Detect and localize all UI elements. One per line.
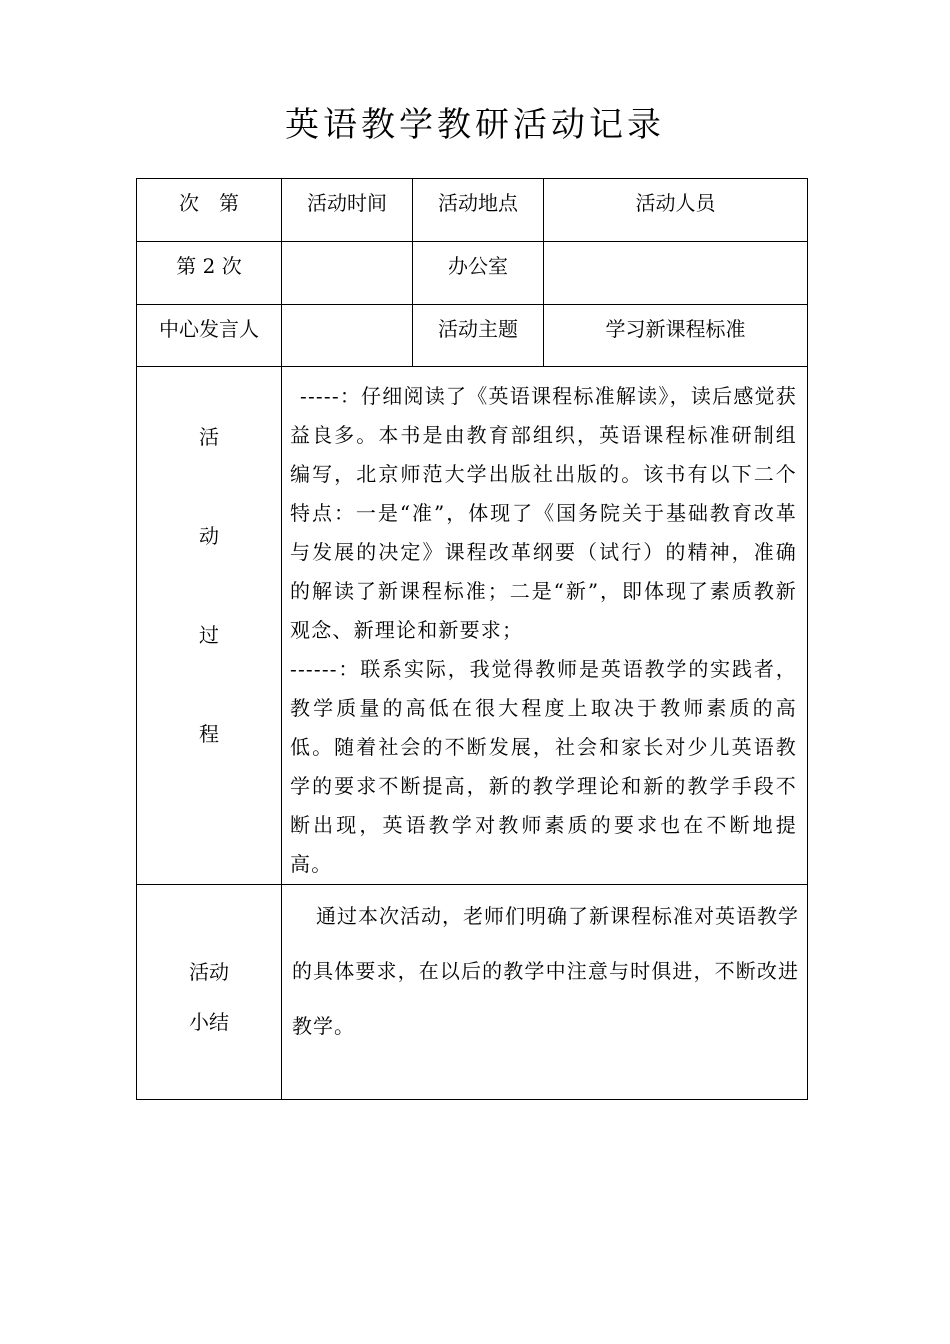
- header-row: [137, 179, 808, 242]
- summary-content: [282, 885, 808, 1100]
- process-content: [282, 367, 808, 885]
- time-value: [282, 242, 413, 305]
- session-value: 第 2 次: [137, 242, 282, 305]
- page-title: 英语教学教研活动记录: [285, 105, 665, 145]
- process-label-char: 过: [199, 623, 219, 647]
- process-label-char: 动: [199, 524, 219, 548]
- header-people: 活动人员: [544, 179, 808, 242]
- theme-value: 学习新课程标准: [544, 305, 808, 367]
- theme-label: 活动主题: [413, 305, 544, 367]
- people-value: [544, 242, 808, 305]
- header-session: 次 第: [137, 179, 282, 242]
- process-label: [137, 367, 282, 885]
- summary-label-line-2: 小结: [189, 1010, 229, 1034]
- header-time: 活动时间: [282, 179, 413, 242]
- process-label-char: 程: [199, 722, 219, 746]
- speaker-value: [282, 305, 413, 367]
- summary-row: [137, 885, 808, 1100]
- process-paragraph-1: -----：仔细阅读了《英语课程标准解读》，读后感觉获益良多。本书是由教育部组织，英语课程标准研制组编写，北京师范大学出版社出版的。该书有以下二个特点：一是“准”，体现了《国务院关于基础教育改革与发展的决定》课程改革纲要（试行）的精神，准确的解读了新课程标准；二是“新”，即体现了素质教新观念、新理论和新要求；: [290, 384, 797, 642]
- header-location: 活动地点: [413, 179, 544, 242]
- process-label-char: 活: [199, 425, 219, 449]
- session-row: [137, 242, 808, 305]
- summary-label-line-1: 活动: [189, 960, 229, 984]
- activity-record-table: [136, 178, 808, 1100]
- summary-text: 通过本次活动，老师们明确了新课程标准对英语教学的具体要求，在以后的教学中注意与时俱进，不断改进教学。: [292, 904, 799, 1038]
- summary-label: [137, 885, 282, 1100]
- speaker-theme-row: [137, 305, 808, 367]
- location-value: 办公室: [413, 242, 544, 305]
- process-paragraph-2: ------：联系实际，我觉得教师是英语教学的实践者，教学质量的高低在很大程度上取决于教师素质的高低。随着社会的不断发展，社会和家长对少儿英语教学的要求不断提高，新的教学理论和新的教学手段不断出现，英语教学对教师素质的要求也在不断地提高。: [290, 657, 797, 876]
- speaker-label: 中心发言人: [137, 305, 282, 367]
- process-row: [137, 367, 808, 885]
